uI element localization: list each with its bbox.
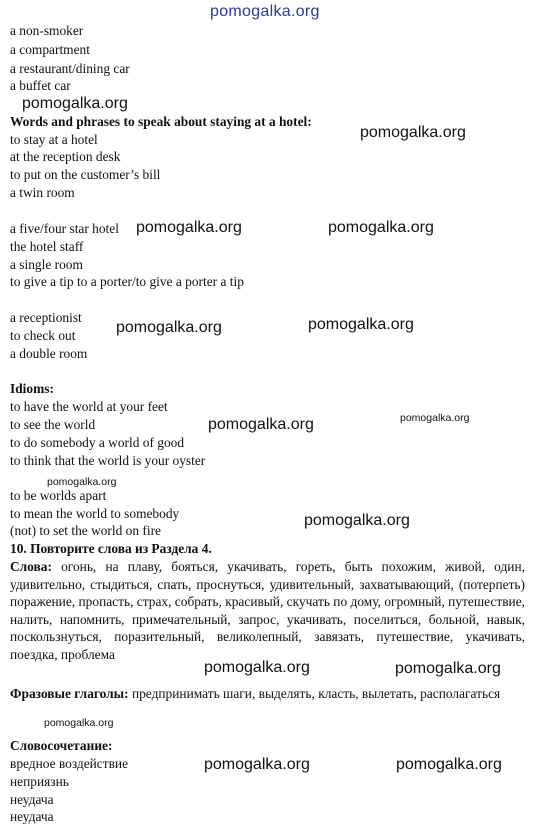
watermark: pomogalka.org xyxy=(308,316,414,333)
words-paragraph xyxy=(10,558,525,663)
hotel-phrase: a double room xyxy=(10,346,88,361)
train-word: a buffet car xyxy=(10,78,71,93)
collocation-item: неудача xyxy=(10,792,54,807)
idiom: to have the world at your feet xyxy=(10,399,168,414)
task10-heading: 10. Повторите слова из Раздела 4. xyxy=(10,541,212,556)
watermark: pomogalka.org xyxy=(328,219,434,236)
watermark-top[interactable]: pomogalka.org xyxy=(210,3,320,20)
idiom: (not) to set the world on fire xyxy=(10,523,161,538)
idioms-heading: Idioms: xyxy=(10,381,54,396)
words-label: Слова: xyxy=(10,559,52,574)
watermark: pomogalka.org xyxy=(136,219,242,236)
watermark: pomogalka.org xyxy=(395,660,501,677)
hotel-phrase: a twin room xyxy=(10,185,75,200)
words-text: огонь, на плаву, бояться, укачивать, гореть, быть похожим, живой, один, удивительно, стыдиться, спать, проснуться, удивительный, захватывающий, (потерпеть) поражение, пропасть, страх, собрать, красивый, скучать по дому, огромный, путешествие, налить, напомнить, примечательный, запрос, укачивать, поселиться, больной, навык, поскользнуться, поразительный, великолепный, завязать, путешествие, укачивать, поездка, проблема xyxy=(10,559,525,662)
hotel-phrase: the hotel staff xyxy=(10,239,84,254)
hotel-phrase: to check out xyxy=(10,328,76,343)
watermark: pomogalka.org xyxy=(22,95,128,112)
collocation-item: неудача xyxy=(10,809,54,824)
hotel-phrase: to give a tip to a porter/to give a porter a tip xyxy=(10,274,244,289)
hotel-phrase: to put on the customer’s bill xyxy=(10,167,161,182)
collocation-item: вредное воздействие xyxy=(10,756,129,771)
watermark: pomogalka.org xyxy=(44,717,114,729)
train-word: a non-smoker xyxy=(10,23,84,38)
phrasal-paragraph xyxy=(10,685,525,703)
hotel-phrase: to stay at a hotel xyxy=(10,132,98,147)
watermark: pomogalka.org xyxy=(204,756,310,773)
collocation-heading: Словосочетание: xyxy=(10,738,113,753)
watermark: pomogalka.org xyxy=(204,659,310,676)
idiom: to see the world xyxy=(10,417,96,432)
hotel-heading: Words and phrases to speak about staying at a hotel: xyxy=(10,114,312,129)
idiom: to mean the world to somebody xyxy=(10,506,180,521)
train-word: a restaurant/dining car xyxy=(10,61,130,76)
watermark: pomogalka.org xyxy=(116,319,222,336)
hotel-phrase: a five/four star hotel xyxy=(10,221,119,236)
hotel-phrase: at the reception desk xyxy=(10,149,121,164)
hotel-phrase: a single room xyxy=(10,257,83,272)
idiom: to be worlds apart xyxy=(10,488,107,503)
watermark: pomogalka.org xyxy=(396,756,502,773)
phrasal-label: Фразовые глаголы: xyxy=(10,686,129,701)
watermark: pomogalka.org xyxy=(208,416,314,433)
collocation-item: неприязнь xyxy=(10,774,69,789)
watermark: pomogalka.org xyxy=(360,124,466,141)
watermark: pomogalka.org xyxy=(304,512,410,529)
phrasal-text: предпринимать шаги, выделять, класть, вылетать, располагаться xyxy=(128,686,501,701)
watermark: pomogalka.org xyxy=(47,476,117,488)
hotel-phrase: a receptionist xyxy=(10,310,82,325)
train-word: a compartment xyxy=(10,42,90,57)
idiom: to think that the world is your oyster xyxy=(10,453,206,468)
watermark: pomogalka.org xyxy=(400,412,470,424)
idiom: to do somebody a world of good xyxy=(10,435,185,450)
